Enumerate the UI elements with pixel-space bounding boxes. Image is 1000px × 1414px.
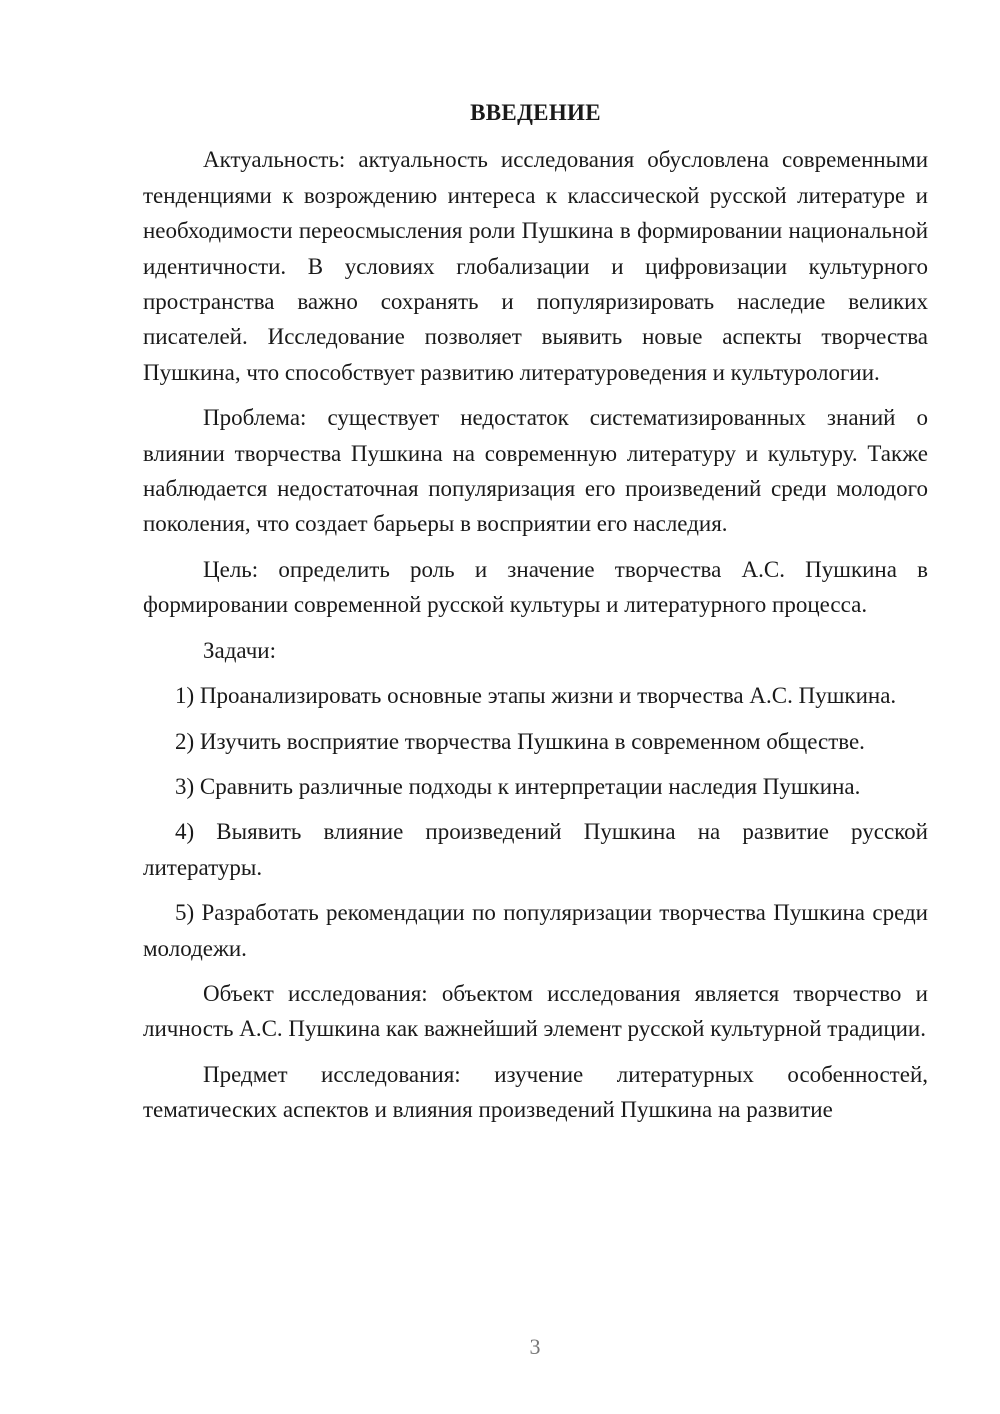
paragraph-goal: Цель: определить роль и значение творчества А.С. Пушкина в формировании современной русской культуры и литературного процесса. — [143, 556, 928, 618]
task-item-2: 2) Изучить восприятие творчества Пушкина в современном обществе. — [175, 728, 865, 754]
section-title: ВВЕДЕНИЕ — [470, 100, 601, 125]
paragraph-subject: Предмет исследования: изучение литературных особенностей, тематических аспектов и влияния произведений Пушкина на развитие — [143, 1061, 928, 1123]
paragraph-tasks-heading: Задачи: — [203, 637, 276, 663]
paragraph-relevance: Актуальность: актуальность исследования обусловлена современными тенденциями к возрождению интереса к классической русской литературе и необходимости переосмысления роли Пушкина в формировании национальной идентичности. В условиях глобализации и цифровизации культурного пространства важно сохранять и популяризировать наследие великих писателей. Исследование позволяет выявить новые аспекты творчества Пушкина, что способствует развитию литературоведения и культурологии. — [143, 147, 928, 385]
task-item-1: 1) Проанализировать основные этапы жизни и творчества А.С. Пушкина. — [175, 683, 897, 709]
task-item-4: 4) Выявить влияние произведений Пушкина на развитие русской литературы. — [143, 819, 928, 880]
paragraph-problem: Проблема: существует недостаток систематизированных знаний о влиянии творчества Пушкина на современную литературу и культуру. Также наблюдается недостаточная популяризация его произведений среди молодого поколения, что создает барьеры в восприятии его наследия. — [143, 405, 928, 537]
page-content — [143, 95, 928, 1138]
task-item-3: 3) Сравнить различные подходы к интерпретации наследия Пушкина. — [175, 773, 861, 799]
paragraph-object: Объект исследования: объектом исследования является творчество и личность А.С. Пушкина как важнейший элемент русской культурной традиции. — [143, 980, 928, 1042]
task-item-5: 5) Разработать рекомендации по популяризации творчества Пушкина среди молодежи. — [143, 900, 928, 961]
page-number: 3 — [529, 1334, 541, 1359]
